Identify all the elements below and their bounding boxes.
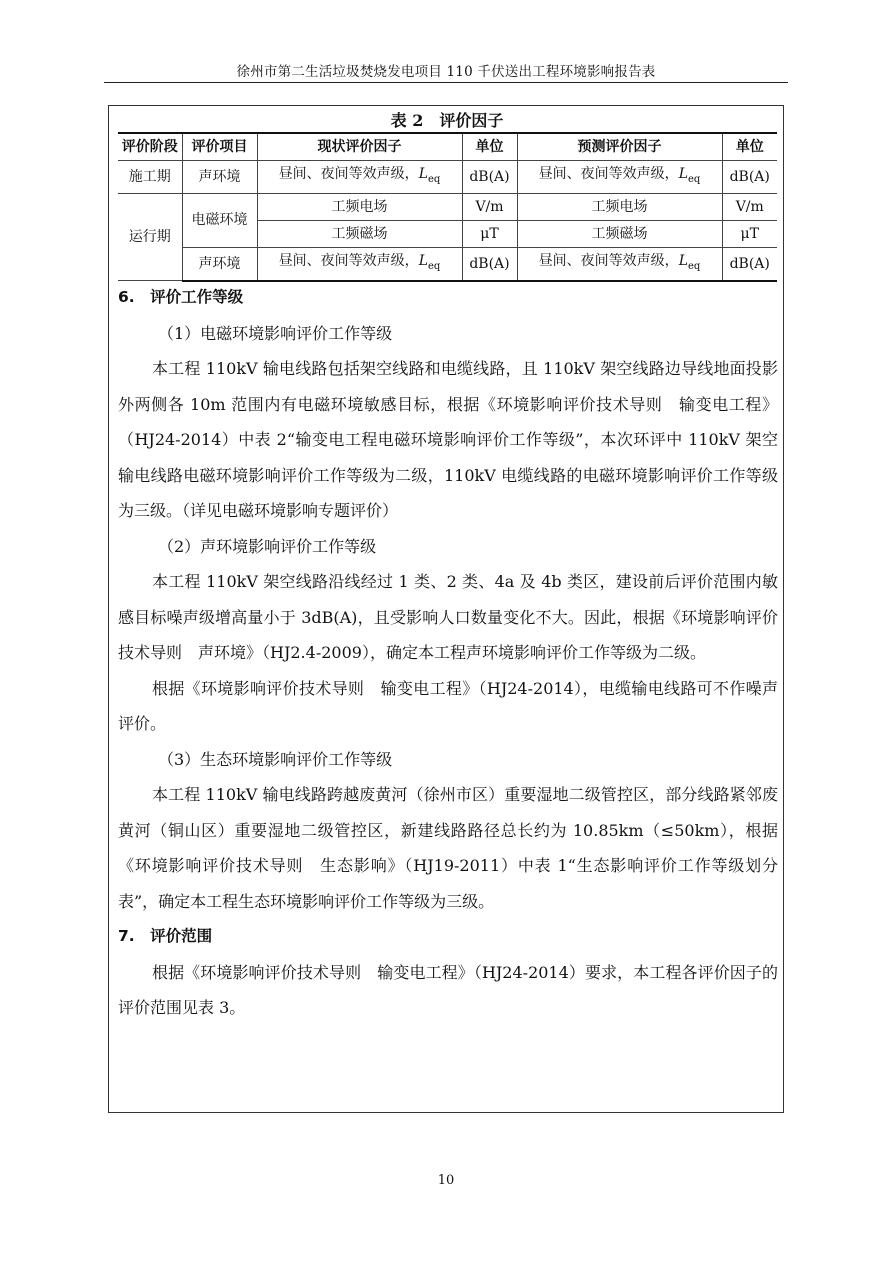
paragraph: 根据《环境影响评价技术导则 输变电工程》（HJ24-2014），电缆输电线路可不作噪声评价。 (118, 678, 778, 733)
subsection-6-3-heading: （3）生态环境影响评价工作等级 (158, 749, 393, 769)
subsection-6-2-heading: （2）声环境影响评价工作等级 (158, 536, 377, 556)
unit-cell: dB(A) (722, 161, 777, 194)
table-row (118, 247, 777, 280)
page-number: 10 (437, 1173, 455, 1188)
item-cell: 声环境 (182, 161, 257, 194)
paragraph: 根据《环境影响评价技术导则 输变电工程》（HJ24-2014）要求，本工程各评价因子的评价范围见表 3。 (118, 962, 778, 1017)
col-header-stage: 评价阶段 (118, 133, 182, 161)
item-cell: 电磁环境 (182, 193, 257, 247)
subsection-6-1-heading: （1）电磁环境影响评价工作等级 (158, 323, 393, 343)
col-header-predict-factor: 预测评价因子 (517, 133, 722, 161)
current-factor-cell: 工频磁场 (257, 220, 462, 247)
evaluation-factors-table (118, 132, 777, 282)
section-7-heading: 7. 评价范围 (118, 927, 213, 945)
paragraph: 本工程 110kV 架空线路沿线经过 1 类、2 类、4a 及 4b 类区，建设前后评价范围内敏感目标噪声级增高量小于 3dB(A)，且受影响人口数量变化不大。因此，根据《环境影响评价技术导则 声环境》（HJ2.4-2009），确定本工程声环境影响评价工作等级为二级。 (118, 572, 778, 662)
paragraph: 本工程 110kV 输电线路包括架空线路和电缆线路，且 110kV 架空线路边导线地面投影外两侧各 10m 范围内有电磁环境敏感目标，根据《环境影响评价技术导则 输变电工程》（HJ24-2014）中表 2“输变电工程电磁环境影响评价工作等级”，本次环评中 110kV 架空输电线路电磁环境影响评价工作等级为二级，110kV 电缆线路的电磁环境影响评价工作等级为三级。（详见电磁环境影响专题评价） (118, 359, 778, 520)
predict-factor-cell: 昼间、夜间等效声级，$L_{eq}$ (517, 161, 722, 194)
unit-cell: μT (462, 220, 517, 247)
col-header-unit: 单位 (722, 133, 777, 161)
document-header: 徐州市第二生活垃圾焚烧发电项目 110 千伏送出工程环境影响报告表 (236, 64, 656, 80)
section-6-heading: 6. 评价工作等级 (118, 288, 244, 306)
item-cell: 声环境 (182, 247, 257, 280)
table-row (118, 193, 777, 220)
current-factor-cell: 工频电场 (257, 193, 462, 220)
stage-cell: 运行期 (118, 193, 182, 280)
predict-factor-cell: 工频磁场 (517, 220, 722, 247)
header-divider (104, 82, 788, 83)
unit-cell: dB(A) (462, 247, 517, 280)
paragraph: 本工程 110kV 输电线路跨越废黄河（徐州市区）重要湿地二级管控区，部分线路紧邻废黄河（铜山区）重要湿地二级管控区，新建线路路径总长约为 10.85km（≤50km），根据《环境影响评价技术导则 生态影响》（HJ19-2011）中表 1“生态影响评价工作等级划分表”，确定本工程生态环境影响评价工作等级为三级。 (118, 785, 778, 911)
unit-cell: V/m (462, 193, 517, 220)
predict-factor-cell: 工频电场 (517, 193, 722, 220)
col-header-unit: 单位 (462, 133, 517, 161)
current-factor-cell: 昼间、夜间等效声级，$L_{eq}$ (257, 247, 462, 280)
unit-cell: dB(A) (722, 247, 777, 280)
unit-cell: V/m (722, 193, 777, 220)
unit-cell: μT (722, 220, 777, 247)
current-factor-cell: 昼间、夜间等效声级，$L_{eq}$ (257, 161, 462, 194)
predict-factor-cell: 昼间、夜间等效声级，$L_{eq}$ (517, 247, 722, 280)
table-row (118, 161, 777, 194)
unit-cell: dB(A) (462, 161, 517, 194)
document-body (118, 280, 778, 1026)
table-caption: 表 2 评价因子 (390, 111, 504, 130)
col-header-current-factor: 现状评价因子 (257, 133, 462, 161)
stage-cell: 施工期 (118, 161, 182, 194)
table-header-row (118, 133, 777, 161)
col-header-item: 评价项目 (182, 133, 257, 161)
